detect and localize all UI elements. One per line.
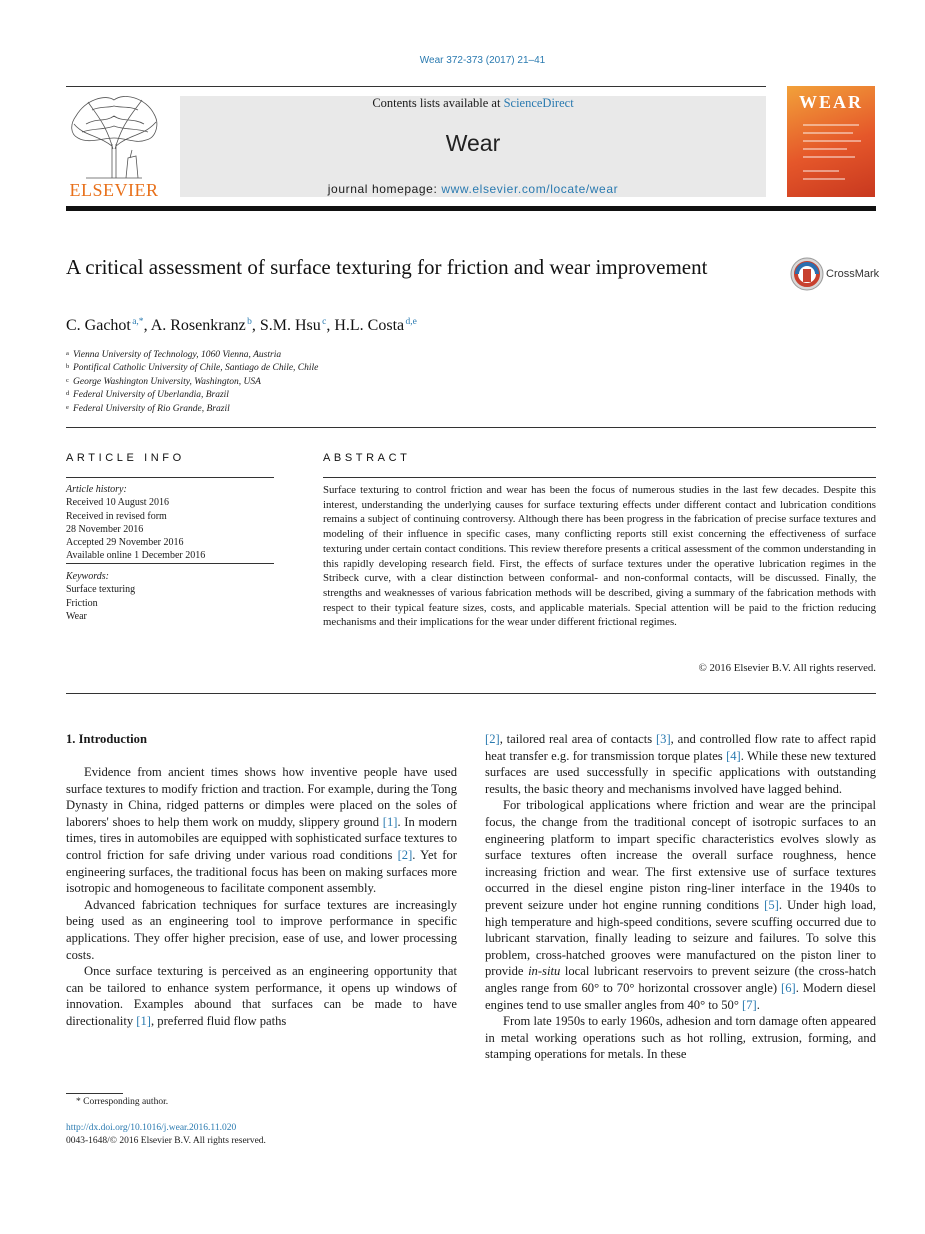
abstract-text: Surface texturing to control friction and wear has been the focus of numerous studies in the last few decades. Despite this interest, understanding the underlying causes for surface texturing effects under different contact and lubrication conditions remains a subject of continuing controversy. Although there has been progress in the fabrication of precise surface textures and modeling of their influence in specific cases, many conflicting reports still exist concerning the effectiveness of surface texturing under certain contact conditions. This review therefore presents a critical assessment of the common understanding in this rapidly developing research field. First, the effects of surface textures under the operative lubrication regimes in the Stribeck curve, with a clear distinction between conformal- and non-conformal contacts, will be discussed. Finally, the strengths and weaknesses of various fabrication methods will be described, giving a summary of the fabrication methods with respect to their typical feature sizes, costs, and applicable materials. Special attention will be paid to the friction reducing mechanisms and their implications for the wear under different frictional regimes. (323, 484, 876, 629)
reference-link[interactable]: [1] (382, 814, 398, 829)
body-text: , and controlled flow rate to affect rapid heat transfer e.g. for transmission torque plates (485, 732, 876, 763)
contents-prefix: Contents lists available at (372, 96, 504, 110)
cover-decoration (803, 148, 847, 150)
author-list (66, 317, 417, 335)
body-text: . (756, 997, 760, 1012)
author-name[interactable]: S.M. Hsu (259, 317, 321, 334)
body-text: local lubricant reservoirs to prevent seizure (the cross-hatch angles range from 60° to 70° horizontal crossover angle) (485, 964, 876, 995)
affiliation-item (66, 389, 318, 402)
affiliation-item (66, 349, 318, 362)
body-text: . Modern diesel engines tend to use smaller angles from 40° to 50° (485, 980, 876, 1012)
body-paragraph (485, 797, 876, 1013)
homepage-prefix: journal homepage: (327, 182, 442, 196)
abstract-copyright: © 2016 Elsevier B.V. All rights reserved. (698, 662, 876, 674)
keyword: Wear (66, 610, 87, 622)
cover-decoration (803, 178, 845, 180)
author-affiliation-marker[interactable]: d,e (405, 317, 417, 327)
cover-decoration (803, 156, 855, 158)
article-title: A critical assessment of surface texturing for friction and wear improvement (66, 255, 708, 279)
reference-link[interactable]: [2] (485, 732, 500, 746)
crossmark-icon[interactable] (789, 256, 825, 292)
journal-cover-thumbnail[interactable] (787, 86, 875, 197)
doi-link[interactable]: http://dx.doi.org/10.1016/j.wear.2016.11.020 (66, 1123, 237, 1133)
affiliation-item (66, 362, 318, 375)
elsevier-logo-text: ELSEVIER (69, 180, 159, 200)
affiliation-item (66, 376, 318, 389)
affiliation-key: e (66, 403, 69, 411)
author-affiliation-marker[interactable]: c (322, 317, 327, 327)
body-text: Evidence from ancient times shows how inventive people have used surface textures to modify friction and traction. For example, during the Tong Dynasty in China, ridged patterns or dimples were placed on the soles of laborers' shoes to help them work on muddy, slippery ground (66, 765, 457, 829)
keyword: Friction (66, 597, 98, 609)
section-heading-introduction: 1. Introduction (66, 732, 147, 746)
reference-link[interactable]: [1] (136, 1013, 151, 1028)
journal-homepage (180, 182, 766, 196)
affiliation-key: d (66, 390, 70, 398)
crossmark-label[interactable]: CrossMark (826, 268, 880, 280)
author-separator: , (326, 317, 335, 334)
reference-link[interactable]: [2] (397, 847, 413, 862)
author-affiliation-marker[interactable]: a,* (132, 317, 144, 327)
keyword: Surface texturing (66, 584, 136, 596)
reference-link[interactable]: [4] (726, 748, 741, 763)
reference-link[interactable]: [7] (742, 997, 757, 1012)
author-separator: , (251, 317, 260, 334)
body-text: . While these new textured surfaces are used successfully in specific applications with outstanding results, the basic theory and mechanisms involved have lagged behind. (485, 748, 877, 796)
affiliation-list (66, 349, 318, 416)
body-text: Once surface texturing is perceived as an engineering opportunity that can be tailored to enhance system performance, it opens up windows of innovation. Examples abound that surfaces can be made to have directionality (66, 964, 457, 1028)
affiliation-text: Pontifical Catholic University of Chile, Santiago de Chile, Chile (73, 363, 319, 374)
body-paragraph (485, 1013, 876, 1063)
reference-link[interactable]: [6] (781, 980, 796, 995)
affiliation-key: b (66, 363, 70, 371)
reference-link[interactable]: [5] (764, 897, 779, 912)
history-entry: Available online 1 December 2016 (66, 550, 206, 562)
history-entry: Accepted 29 November 2016 (66, 537, 184, 549)
affiliation-text: George Washington University, Washington, USA (73, 376, 261, 387)
history-entry: Received in revised form (66, 510, 167, 522)
body-text: , preferred fluid flow paths (150, 1013, 287, 1028)
title-block-divider (66, 427, 876, 428)
article-history-label: Article history: (66, 484, 127, 495)
keywords-label: Keywords: (66, 571, 109, 582)
body-paragraph (66, 764, 457, 897)
cover-decoration (803, 140, 861, 142)
homepage-link[interactable]: www.elsevier.com/locate/wear (441, 182, 619, 196)
contents-availability (180, 96, 766, 111)
cover-decoration (803, 132, 853, 134)
author-name[interactable]: A. Rosenkranz (150, 317, 246, 334)
body-column-right (485, 731, 876, 1063)
body-text: . Under high load, high temperature and high-speed conditions, severe scuffing occurred due to lubricant starvation, finally leading to seizure and failures. To solve this problem, cross-hatched grooves were manufactured on the piston liner to provide (485, 897, 876, 979)
affiliation-text: Vienna University of Technology, 1060 Vienna, Austria (73, 350, 282, 360)
corresponding-author-footnote: * Corresponding author. (76, 1097, 169, 1107)
journal-name: Wear (445, 130, 501, 156)
body-paragraph (66, 897, 457, 963)
body-paragraph (485, 731, 876, 797)
affiliation-text: Federal University of Rio Grande, Brazil (73, 403, 230, 414)
header-thick-rule (66, 206, 876, 211)
abstract-rule (323, 477, 876, 478)
author-name[interactable]: C. Gachot (66, 317, 131, 334)
body-column-left (66, 764, 457, 1030)
affiliation-item (66, 403, 318, 416)
affiliation-key: c (66, 376, 69, 384)
body-paragraph (66, 963, 457, 1029)
cover-decoration (803, 124, 859, 126)
cover-title: WEAR (798, 92, 863, 112)
body-text: . Yet for engineering surfaces, the traditional focus has been on making surfaces more isotropic and homogeneous to facilitate component assembly. (66, 847, 457, 896)
keywords-rule (66, 563, 274, 564)
body-text: For tribological applications where friction and wear are the principal focus, the change from the traditional concept of isotropic surfaces to an engineering platform to impart specific characteristics evolves slowly as surface textures often increase the overall surface roughness, hence increasing friction and wear. The first extensive use of surface textures occurred in the diesel engine piston ring-liner interface in the 1940s to prevent seizure under hot engine running conditions (485, 798, 876, 912)
history-entry: Received 10 August 2016 (66, 497, 170, 509)
author-affiliation-marker[interactable]: b (247, 317, 252, 327)
body-text: Advanced fabrication techniques for surface textures are increasingly being used as an engineering tool to improve performance in specific applications. They offer higher precision, ease of use, and lower processing costs. (66, 897, 457, 962)
article-info-heading: ARTICLE INFO (66, 452, 185, 464)
issn-copyright: 0043-1648/© 2016 Elsevier B.V. All rights reserved. (66, 1136, 266, 1146)
history-entry: 28 November 2016 (66, 523, 144, 535)
journal-citation[interactable]: Wear 372-373 (2017) 21–41 (419, 55, 546, 66)
emphasized-text: in-situ (528, 964, 561, 979)
cover-decoration (803, 170, 839, 172)
front-matter-divider (66, 693, 876, 694)
header-divider (66, 86, 766, 87)
author-name[interactable]: H.L. Costa (334, 317, 405, 334)
body-text: . In modern times, tires in automobiles are equipped with sophisticated surface textures to control friction for safe driving under various road conditions (66, 814, 457, 862)
keywords-block (66, 570, 274, 623)
article-history (66, 483, 274, 563)
sciencedirect-link[interactable]: ScienceDirect (503, 96, 574, 110)
reference-link[interactable]: [3] (655, 732, 671, 746)
body-text: From late 1950s to early 1960s, adhesion and torn damage often appeared in metal working operations such as hot rolling, extrusion, forming, and stamping operations for metals. In these (485, 1014, 876, 1062)
affiliation-text: Federal University of Uberlandia, Brazil (73, 390, 229, 401)
affiliation-key: a (66, 350, 69, 357)
body-text: , tailored real area of contacts (499, 732, 656, 746)
footnote-rule (66, 1093, 123, 1094)
article-info-rule (66, 477, 274, 478)
author-separator: , (143, 317, 151, 334)
abstract-heading: ABSTRACT (323, 452, 411, 464)
